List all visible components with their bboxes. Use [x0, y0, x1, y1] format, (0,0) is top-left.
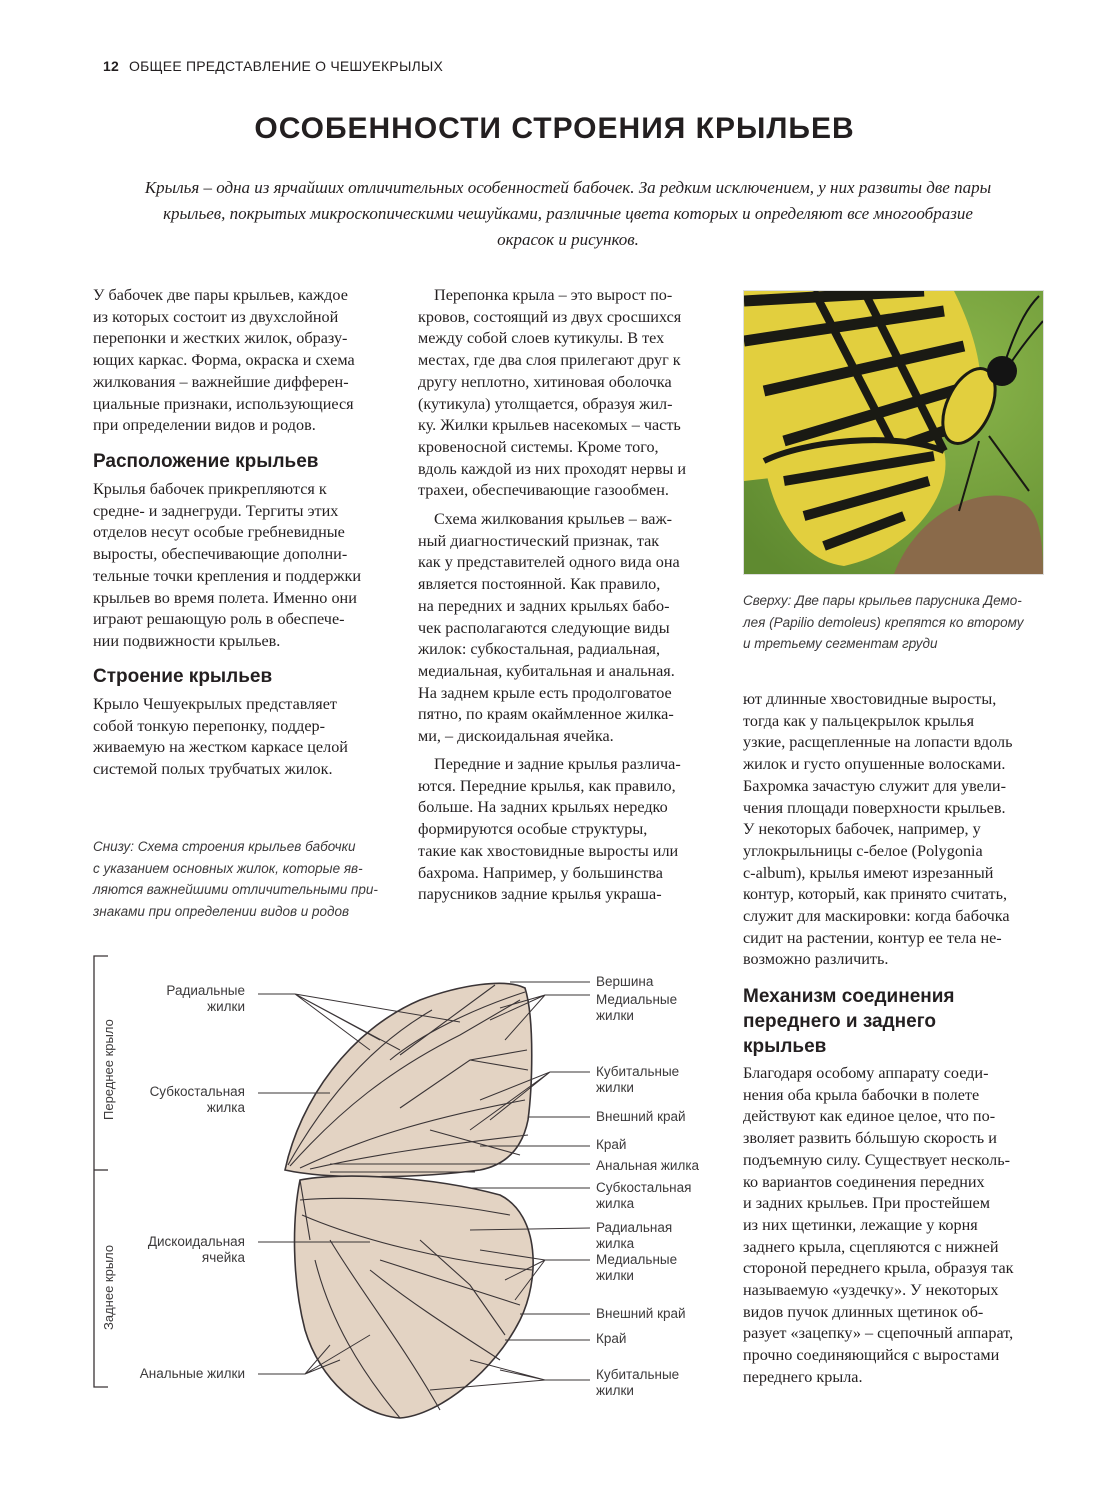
label-line: Радиальная — [596, 1220, 673, 1235]
col3-mechanism — [743, 1063, 1053, 1389]
text-line: местах, где два слоя прилегают друг к — [418, 351, 681, 370]
text-line: бахрома. Например, у большинства — [418, 863, 663, 882]
text-line: На заднем крыле есть продолговатое — [418, 683, 672, 702]
label-line: жилка — [596, 1236, 635, 1251]
label-line: ячейка — [201, 1250, 245, 1265]
heading-structure: Строение крыльев — [93, 666, 273, 687]
text-line: видов пучок длинных щетинок об- — [743, 1302, 984, 1321]
label-line: Субкостальная — [149, 1084, 245, 1099]
running-head — [103, 58, 443, 74]
col3-continuation — [743, 689, 1053, 971]
text-line: возможно различить. — [743, 950, 889, 969]
text-line: контур, который, как принято считать, — [743, 885, 1007, 904]
label-line: жилки — [596, 1383, 634, 1398]
text-line: кровеносной системы. Кроме того, — [418, 437, 659, 456]
lead-line: окрасок и рисунков. — [497, 230, 639, 249]
caption-line: ляются важнейшими отличительными при- — [93, 882, 378, 897]
heading-mechanism — [743, 984, 1043, 1059]
text-line: играют решающую роль в обеспече- — [93, 610, 345, 629]
text-line: пятно, по краям окаймленное жилка- — [418, 705, 674, 724]
text-line: Крылья бабочек прикрепляются к — [93, 480, 327, 498]
label-line: жилки — [596, 1268, 634, 1283]
text-line: ют длинные хвостовидные выросты, — [743, 690, 997, 708]
label-line: Кубитальные — [596, 1367, 680, 1382]
caption-line: лея (Papilio demoleus) крепятся ко второму — [743, 614, 1024, 630]
text-line: c-album), крылья имеют изрезанный — [743, 863, 994, 882]
text-line: из них щетинки, лежащие у корня — [743, 1215, 978, 1234]
col1-structure — [93, 694, 393, 781]
text-line: тельные точки крепления и поддержки — [93, 566, 362, 585]
col1-location — [93, 479, 393, 653]
col2-p2 — [418, 509, 723, 748]
label-apex: Вершина — [596, 974, 654, 989]
text-line: ный диагностический признак, так — [418, 531, 660, 550]
label-radial-vein-2 — [596, 1220, 672, 1252]
label-cubital-veins — [596, 1064, 679, 1096]
text-line: стороной переднего крыла, образуя так — [743, 1259, 1014, 1278]
caption-bottom — [93, 836, 393, 922]
text-line: живаемую на жестком каркасе целой — [93, 738, 348, 757]
label-line: жилки — [596, 1008, 634, 1023]
text-line: между собой слоев кутикулы. В тех — [418, 329, 665, 348]
label-line: жилка — [206, 1100, 245, 1115]
text-line: средне- и заднегруди. Тергиты этих — [93, 501, 339, 520]
label-line: Субкостальная — [596, 1180, 692, 1195]
text-line: служит для маскировки: когда бабочка — [743, 907, 1010, 926]
text-line: жилок: субкостальная, радиальная, — [418, 640, 660, 659]
label-line: Дискоидальная — [147, 1234, 245, 1249]
text-line: нии подвижности крыльев. — [93, 631, 281, 650]
text-line: Благодаря особому аппарату соеди- — [743, 1064, 989, 1082]
text-line: выросты, обеспечивающие дополни- — [93, 545, 348, 564]
label-outer-margin-2: Внешний край — [596, 1306, 686, 1321]
butterfly-illustration — [744, 291, 1043, 574]
col1-intro — [93, 285, 393, 437]
text-line: парусников задние крылья украша- — [418, 885, 662, 904]
text-line: формируются особые структуры, — [418, 820, 648, 839]
text-line: узкие, расщепленные на лопасти вдоль — [743, 733, 1013, 752]
heading-line: Механизм соединения — [743, 986, 955, 1007]
label-line: Радиальные — [166, 983, 245, 998]
text-line: больше. На задних крыльях нередко — [418, 798, 668, 817]
text-line: ются. Передние крылья, как правило, — [418, 776, 676, 795]
text-line: ющих каркас. Форма, окраска и схема — [93, 351, 355, 370]
text-line: как у представителей одного вида она — [418, 553, 680, 572]
text-line: перепонки и жестких жилок, образу- — [93, 329, 348, 348]
text-line: называемую «уздечку». У некоторых — [743, 1281, 999, 1300]
text-line: системой полых трубчатых жилок. — [93, 760, 333, 779]
text-line: трахеи, обеспечивающие газообмен. — [418, 481, 669, 500]
text-line: Передние и задние крылья различа- — [434, 755, 681, 773]
text-line: собой тонкую перепонку, поддер- — [93, 716, 325, 735]
text-line: Крыло Чешуекрылых представляет — [93, 695, 337, 713]
label-medial-veins — [596, 992, 677, 1024]
text-line: жилкования – важнейшие дифферен- — [93, 372, 349, 391]
text-line: при определении видов и родов. — [93, 416, 316, 435]
text-line: переднего крыла. — [743, 1367, 863, 1386]
text-line: подъемную силу. Существует несколь- — [743, 1150, 1010, 1169]
label-subcostal-vein — [120, 1084, 245, 1116]
text-line: Перепонка крыла – это вырост по- — [434, 286, 673, 304]
text-line: действуют как единое целое, что по- — [743, 1107, 996, 1126]
text-line: прочно соединяющийся с выростами — [743, 1346, 1000, 1365]
label-line: Медиальные — [596, 1252, 678, 1267]
text-line: циальные признаки, использующиеся — [93, 394, 354, 413]
label-discoidal-cell — [120, 1234, 245, 1266]
caption-line: Снизу: Схема строения крыльев бабочки — [93, 839, 356, 854]
col2-p3 — [418, 754, 723, 906]
text-line: заднего крыла, сцепляются с нижней — [743, 1237, 999, 1256]
text-line: углокрыльницы с-белое (Polygonia — [743, 841, 983, 860]
text-line: разует «зацепку» – сцепочный аппарат, — [743, 1324, 1014, 1343]
label-line: жилка — [596, 1196, 635, 1211]
text-line: ку. Жилки крыльев насекомых – часть — [418, 416, 681, 435]
text-line: (кутикула) утолщается, образуя жил- — [418, 394, 673, 413]
label-line: Кубитальные — [596, 1064, 680, 1079]
lead-line: крыльев, покрытых микроскопическими чешуйками, различные цвета которых и определяют все многообразие — [163, 204, 973, 223]
text-line: и задних крыльев. При простейшем — [743, 1194, 990, 1213]
text-line: Схема жилкования крыльев – важ- — [434, 510, 673, 528]
text-line: ми, – дискоидальная ячейка. — [418, 727, 614, 746]
label-anal-veins: Анальные жилки — [139, 1366, 245, 1381]
lead-paragraph — [108, 175, 1028, 253]
label-cubital-veins-2 — [596, 1367, 679, 1399]
caption-line: и третьему сегментам груди — [743, 636, 938, 651]
text-line: ко вариантов соединения передних — [743, 1172, 985, 1191]
text-line: чек располагаются следующие виды — [418, 618, 670, 637]
text-line: тогда как у пальцекрылок крылья — [743, 711, 975, 730]
text-line: Бахромка зачастую служит для увели- — [743, 776, 1006, 795]
label-subcostal-vein-2 — [596, 1180, 691, 1212]
butterfly-photo — [743, 290, 1044, 575]
col2-p1 — [418, 285, 723, 502]
text-line: жилок и густо опушенные волосками. — [743, 755, 1006, 774]
label-line: жилки — [207, 999, 245, 1014]
text-line: кровов, состоящий из двух сросшихся — [418, 307, 682, 326]
page-title: ОСОБЕННОСТИ СТРОЕНИЯ КРЫЛЬЕВ — [254, 112, 855, 145]
text-line: крыльев во время полета. Именно они — [93, 588, 357, 607]
text-line: зволяет развить бóльшую скорость и — [743, 1129, 997, 1148]
label-line: Медиальные — [596, 992, 678, 1007]
label-outer-margin: Внешний край — [596, 1109, 686, 1124]
page-number: 12 — [103, 58, 119, 74]
caption-line: Сверху: Две пары крыльев парусника Демо- — [743, 593, 1022, 608]
text-line: является постоянной. Как правило, — [418, 575, 661, 594]
label-radial-veins — [120, 983, 245, 1015]
side-label-hindwing: Заднее крыло — [101, 1244, 116, 1330]
label-edge-2: Край — [596, 1331, 627, 1346]
caption-line: знаками при определении видов и родов — [93, 903, 350, 919]
side-label-forewing: Переднее крыло — [101, 1019, 116, 1120]
heading-line: крыльев — [743, 1036, 827, 1057]
text-line: сидит на растении, контур ее тела не- — [743, 928, 1002, 947]
text-line: такие как хвостовидные выросты или — [418, 841, 679, 860]
text-line: У некоторых бабочек, например, у — [743, 820, 981, 839]
label-medial-veins-2 — [596, 1252, 677, 1284]
label-line: жилки — [596, 1080, 634, 1095]
caption-top — [743, 590, 1053, 655]
heading-location: Расположение крыльев — [93, 451, 319, 472]
label-edge: Край — [596, 1137, 627, 1152]
text-line: нения оба крыла бабочки в полете — [743, 1085, 980, 1104]
label-anal-vein: Анальная жилка — [596, 1158, 700, 1173]
text-line: вдоль каждой из них проходят нервы и — [418, 459, 686, 478]
text-line: другу неплотно, хитиновая оболочка — [418, 372, 672, 391]
text-line: медиальная, кубитальная и анальная. — [418, 661, 675, 680]
text-line: отделов несут особые гребневидные — [93, 523, 345, 542]
heading-line: переднего и заднего — [743, 1011, 936, 1032]
caption-line: с указанием основных жилок, которые яв- — [93, 860, 363, 876]
text-line: У бабочек две пары крыльев, каждое — [93, 286, 348, 304]
text-line: чения площади поверхности крыльев. — [743, 798, 1006, 817]
text-line: на передних и задних крыльях бабо- — [418, 596, 670, 615]
lead-line: Крылья – одна из ярчайших отличительных особенностей бабочек. За редким исключением, у них развиты две пары — [144, 178, 992, 197]
section-title: ОБЩЕЕ ПРЕДСТАВЛЕНИЕ О ЧЕШУЕКРЫЛЫХ — [128, 58, 444, 74]
text-line: из которых состоит из двухслойной — [93, 307, 339, 326]
